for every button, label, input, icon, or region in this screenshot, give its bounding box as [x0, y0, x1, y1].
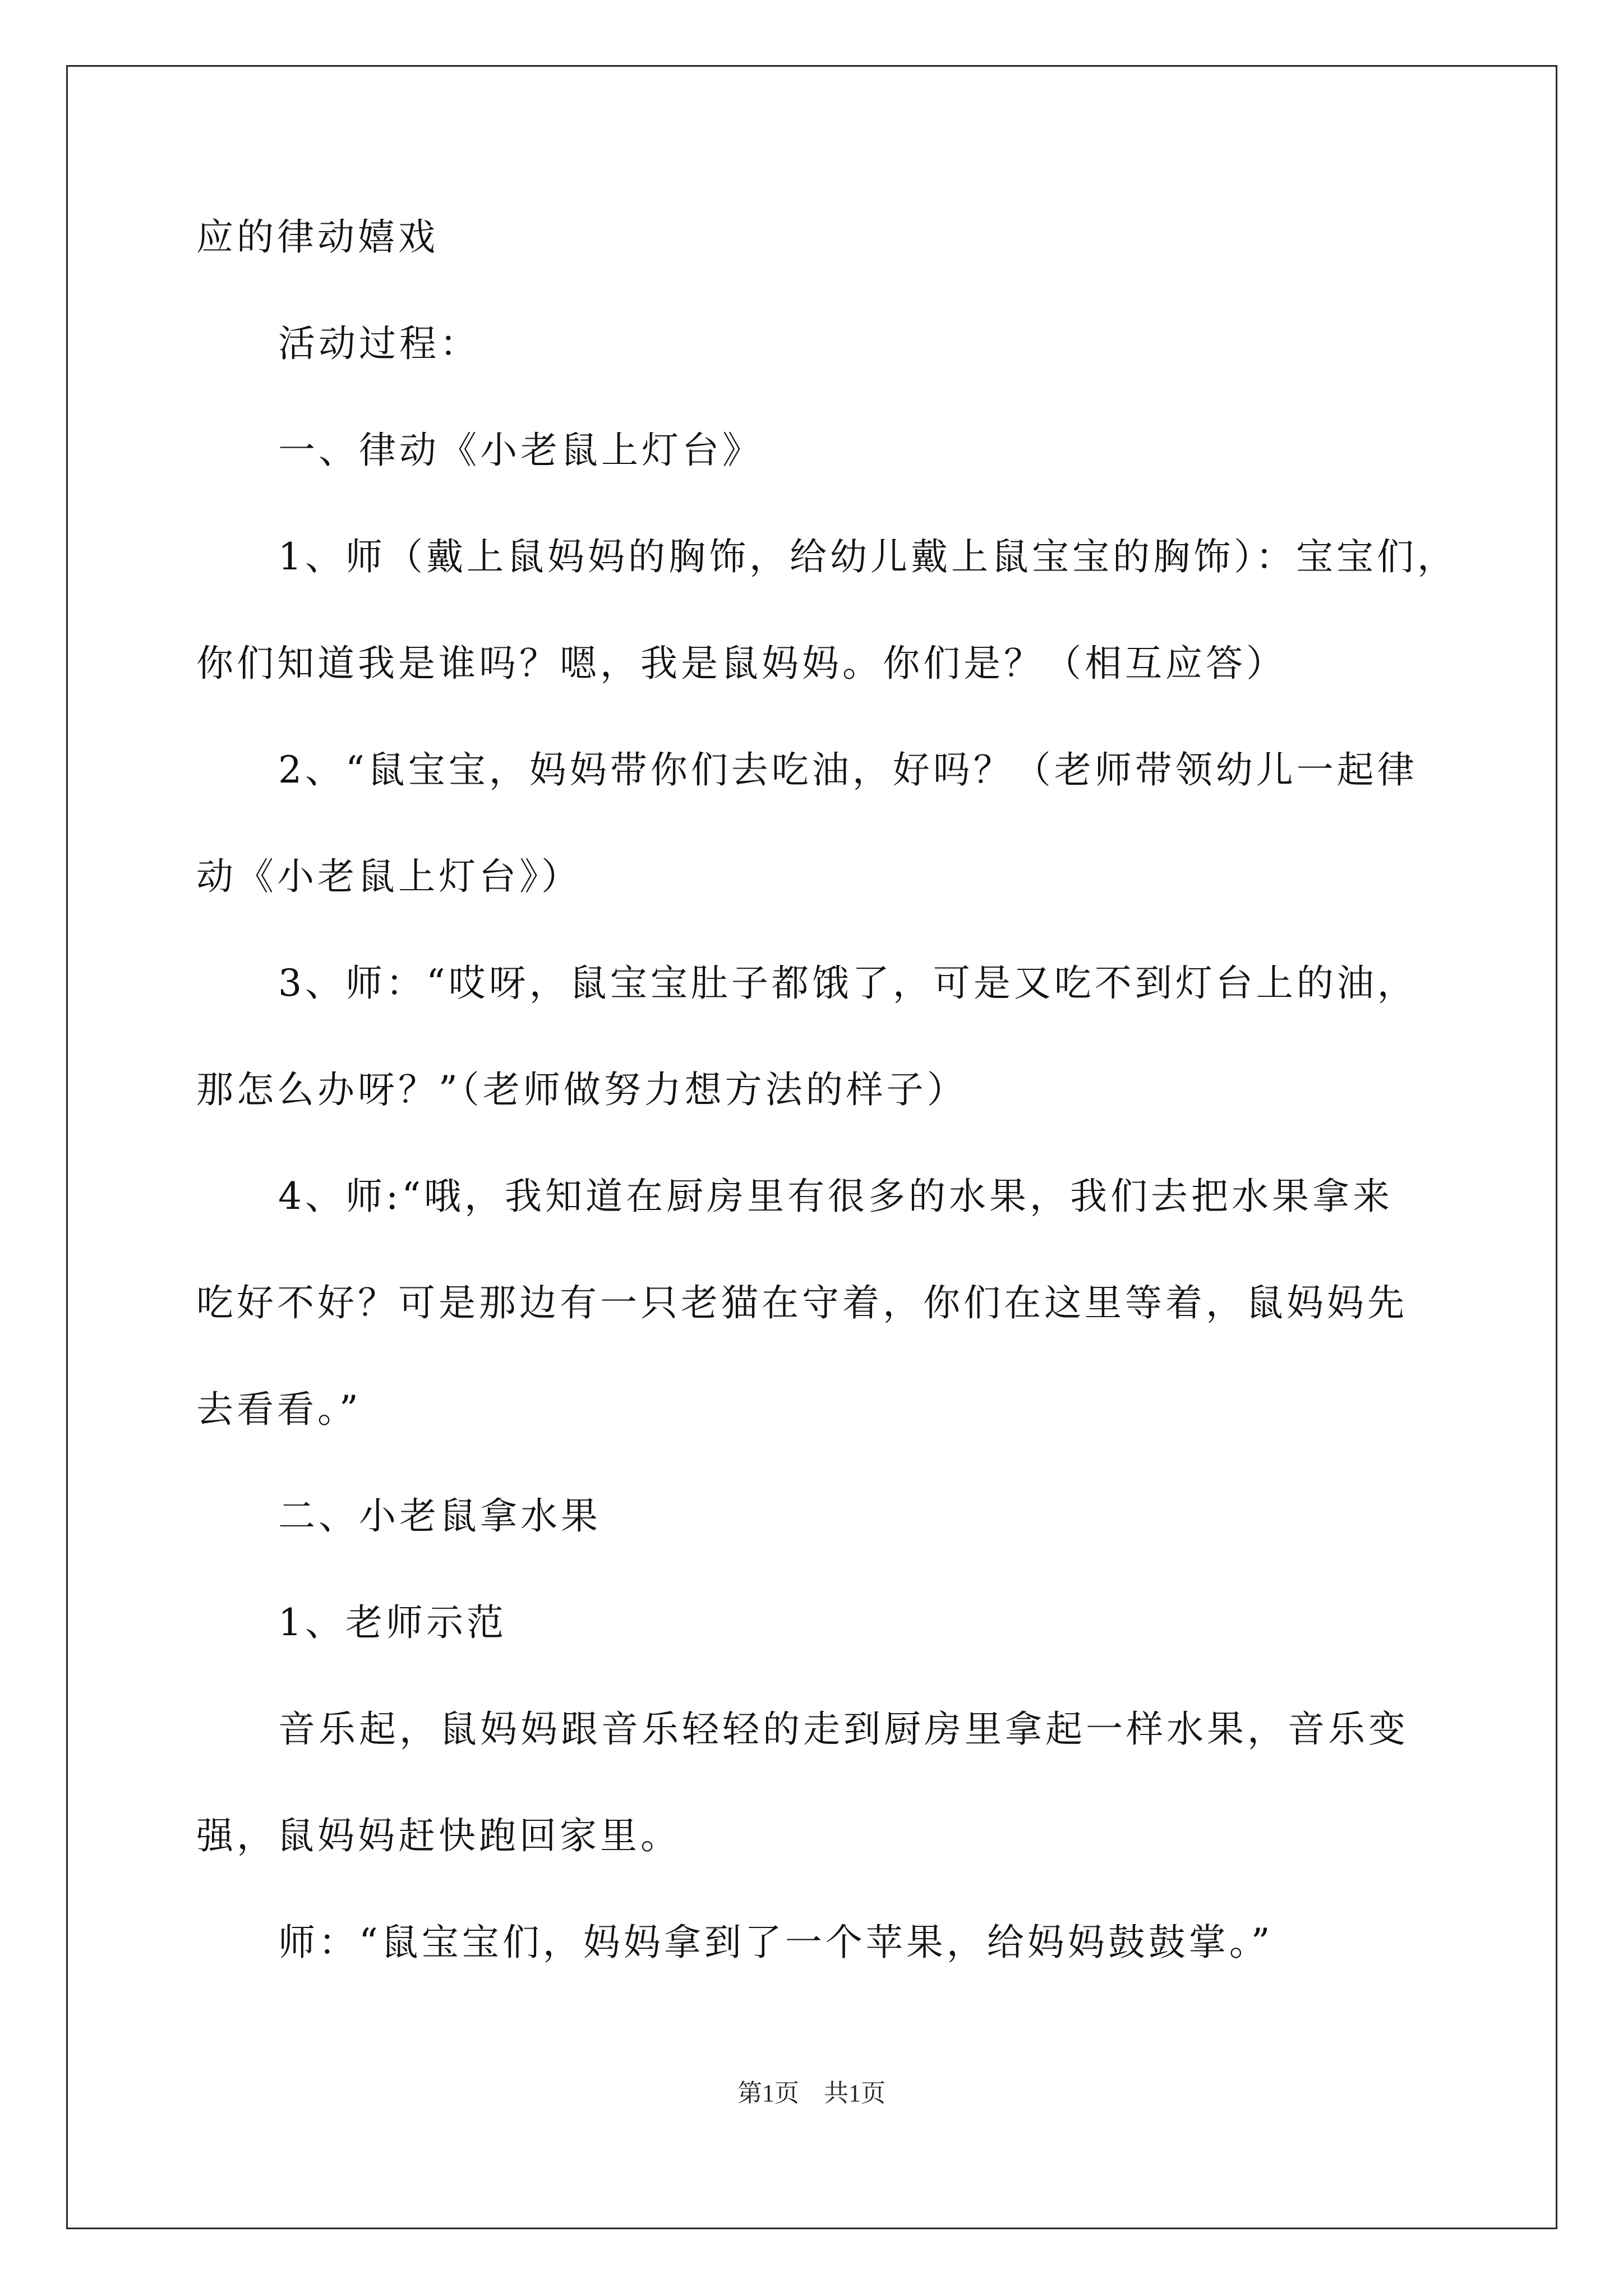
text-line: 那怎么办呀？”（老师做努力想方法的样子）: [196, 1068, 967, 1111]
text-line: 1、师（戴上鼠妈妈的胸饰，给幼儿戴上鼠宝宝的胸饰）：宝宝们，: [278, 535, 1458, 578]
text-line: 音乐起，鼠妈妈跟音乐轻轻的走到厨房里拿起一样水果，音乐变: [278, 1708, 1409, 1751]
text-line: 师：“鼠宝宝们，妈妈拿到了一个苹果，给妈妈鼓鼓掌。”: [278, 1921, 1274, 1964]
text-line: 动《小老鼠上灯台》）: [196, 855, 582, 898]
text-line: 2、“鼠宝宝，妈妈带你们去吃油，好吗？（老师带领幼儿一起律: [278, 748, 1418, 792]
page-frame: [66, 65, 1557, 2229]
section-heading: 一、律动《小老鼠上灯台》: [278, 429, 763, 472]
text-line: 4、师:“哦，我知道在厨房里有很多的水果，我们去把水果拿来: [278, 1175, 1393, 1218]
text-line: 去看看。”: [196, 1388, 362, 1431]
text-line: 活动过程：: [278, 322, 480, 365]
text-line: 你们知道我是谁吗？嗯，我是鼠妈妈。你们是？（相互应答）: [196, 642, 1287, 685]
text-line: 强，鼠妈妈赶快跑回家里。: [196, 1814, 681, 1857]
text-line: 应的律动嬉戏: [196, 215, 439, 259]
page-footer: 第1页 共1页: [737, 2079, 886, 2107]
text-line: 吃好不好？可是那边有一只老猫在守着，你们在这里等着，鼠妈妈先: [196, 1281, 1408, 1324]
text-line: 1、老师示范: [278, 1601, 507, 1644]
section-heading: 二、小老鼠拿水果: [278, 1494, 601, 1538]
text-line: 3、师：“哎呀，鼠宝宝肚子都饿了，可是又吃不到灯台上的油，: [278, 961, 1418, 1005]
